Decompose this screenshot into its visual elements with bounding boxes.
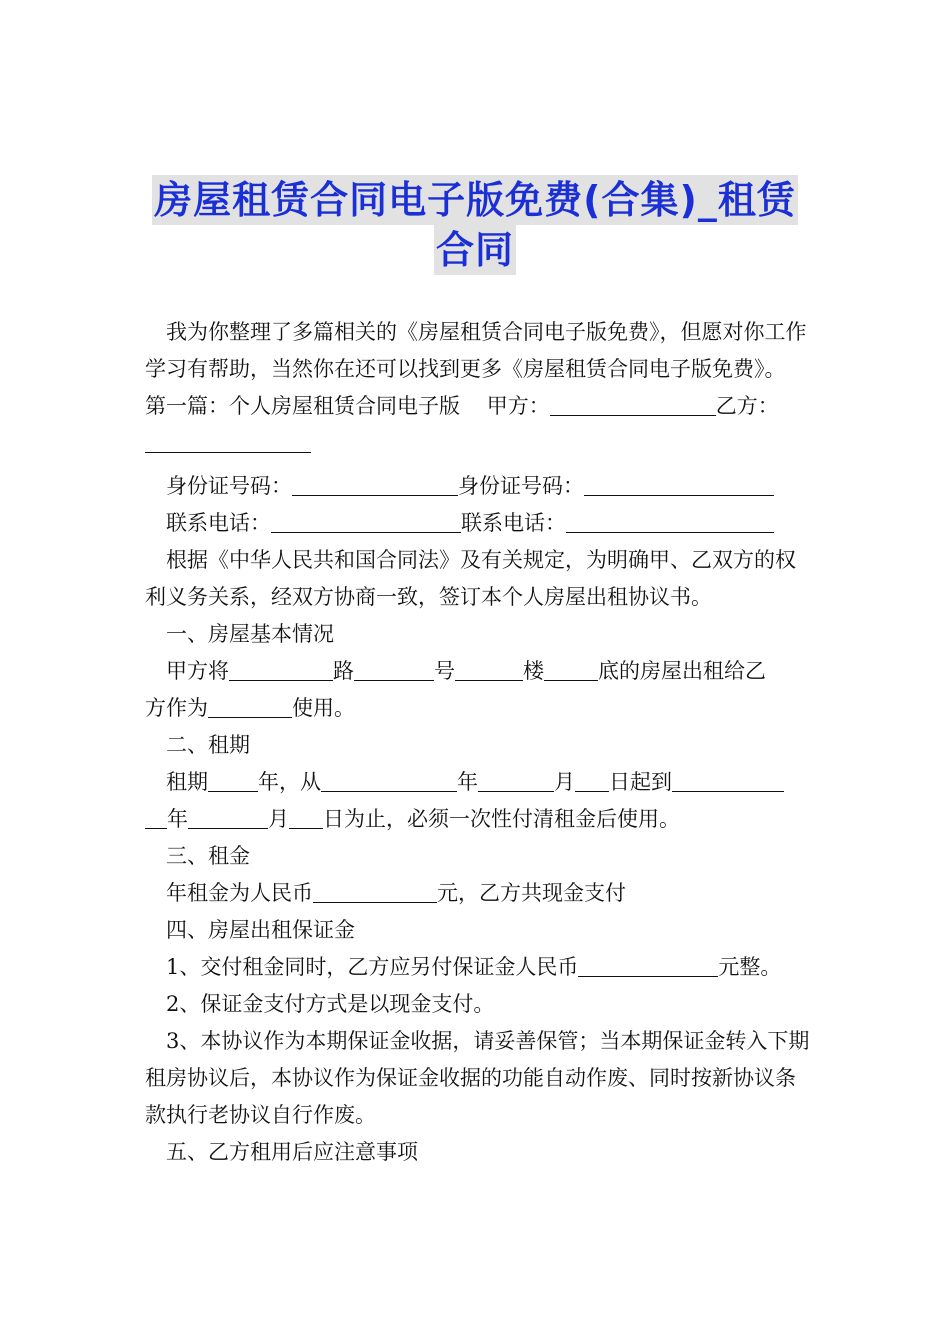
rent-amount-blank[interactable] xyxy=(313,880,437,903)
document-body xyxy=(145,314,810,1171)
sec3-text xyxy=(145,875,810,912)
phone-label-b: 联系电话： xyxy=(461,511,566,535)
id-label-a: 身份证号码： xyxy=(166,474,292,498)
sec4-item1 xyxy=(145,949,810,986)
sec2-text-a: 租期 xyxy=(166,770,208,794)
sec1-heading: 一、房屋基本情况 xyxy=(166,622,334,646)
sec3-heading: 三、租金 xyxy=(166,844,250,868)
start-year-blank[interactable] xyxy=(321,769,457,792)
sec2-text-h: 日为止，必须一次性付清租金后使用。 xyxy=(323,807,680,831)
number-blank[interactable] xyxy=(354,658,434,681)
sec1-text-line2 xyxy=(145,690,810,727)
phone-a-blank[interactable] xyxy=(271,510,461,533)
sec1-text xyxy=(145,653,810,690)
id-b-blank[interactable] xyxy=(584,473,774,496)
building-blank[interactable] xyxy=(455,658,523,681)
title-line-2: 合同 xyxy=(434,225,516,275)
sec2-text-e: 日起到 xyxy=(609,770,672,794)
party-a-blank[interactable] xyxy=(550,393,716,416)
start-day-blank[interactable] xyxy=(575,769,609,792)
sec4-item3: 3、本协议作为本期保证金收据，请妥善保管；当本期保证金转入下期租房协议后，本协议作为保证金收据的功能自动作废、同时按新协议条款执行老协议自行作废。 xyxy=(145,1029,810,1127)
end-day-blank[interactable] xyxy=(289,806,323,829)
party-b-line xyxy=(145,425,810,462)
sec2-text xyxy=(145,764,810,801)
id-a-blank[interactable] xyxy=(292,473,458,496)
sec2-text-b: 年，从 xyxy=(258,770,321,794)
term-years-blank[interactable] xyxy=(208,769,258,792)
sec1-text-c: 号 xyxy=(434,659,455,683)
sec4-item2: 2、保证金支付方式是以现金支付。 xyxy=(166,992,495,1016)
sec2-text-c: 年 xyxy=(457,770,478,794)
sec1-text-f: 方作为 xyxy=(145,696,208,720)
start-month-blank[interactable] xyxy=(478,769,554,792)
deposit-amount-blank[interactable] xyxy=(578,954,718,977)
road-blank[interactable] xyxy=(229,658,333,681)
sec3-text-a: 年租金为人民币 xyxy=(166,881,313,905)
sec4-heading: 四、房屋出租保证金 xyxy=(166,918,355,942)
sec3-text-b: 元，乙方共现金支付 xyxy=(437,881,626,905)
sec2-text-d: 月 xyxy=(554,770,575,794)
usage-blank[interactable] xyxy=(208,695,292,718)
end-year-blank-b[interactable] xyxy=(145,806,167,829)
end-year-blank-a[interactable] xyxy=(672,769,784,792)
end-month-blank[interactable] xyxy=(188,806,268,829)
sec2-text-g: 月 xyxy=(268,807,289,831)
party-b-blank[interactable] xyxy=(145,430,311,453)
sec1-text-e: 底的房屋出租给乙 xyxy=(598,659,766,683)
intro-paragraph: 我为你整理了多篇相关的《房屋租赁合同电子版免费》，但愿对你工作学习有帮助，当然你在还可以找到更多《房屋租赁合同电子版免费》。 xyxy=(145,320,807,381)
sec2-text-f: 年 xyxy=(167,807,188,831)
party-line xyxy=(145,388,810,425)
title-line-1: 房屋租赁合同电子版免费(合集)_租赁 xyxy=(152,175,798,225)
id-line xyxy=(145,468,810,505)
phone-label-a: 联系电话： xyxy=(166,511,271,535)
phone-b-blank[interactable] xyxy=(566,510,774,533)
sec4-item1-b: 元整。 xyxy=(718,955,782,979)
preamble-paragraph: 根据《中华人民共和国合同法》及有关规定，为明确甲、乙双方的权利义务关系，经双方协商一致，签订本个人房屋出租协议书。 xyxy=(145,548,796,609)
sec4-item1-a: 1、交付租金同时，乙方应另付保证金人民币 xyxy=(166,955,579,979)
sec5-heading: 五、乙方租用后应注意事项 xyxy=(166,1140,418,1164)
id-label-b: 身份证号码： xyxy=(458,474,584,498)
phone-line xyxy=(145,505,810,542)
party-a-label: 甲方： xyxy=(486,394,550,418)
document-title xyxy=(0,175,950,275)
party-b-label: 乙方： xyxy=(715,394,779,418)
floor-blank[interactable] xyxy=(544,658,598,681)
sec2-heading: 二、租期 xyxy=(166,733,250,757)
sec1-text-b: 路 xyxy=(333,659,354,683)
sec2-text-line2 xyxy=(145,801,810,838)
first-article-label: 第一篇：个人房屋租赁合同电子版 xyxy=(145,394,460,418)
sec1-text-g: 使用。 xyxy=(292,696,355,720)
sec1-text-a: 甲方将 xyxy=(166,659,229,683)
sec1-text-d: 楼 xyxy=(523,659,544,683)
